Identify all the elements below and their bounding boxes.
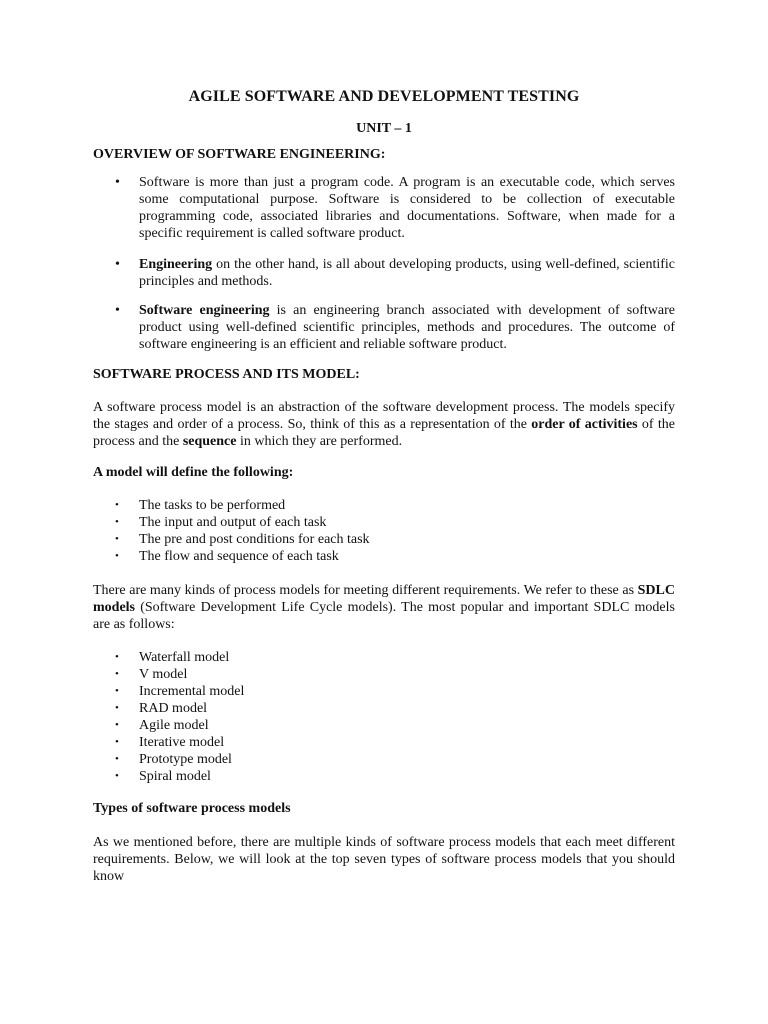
- unit-label: UNIT – 1: [356, 121, 412, 136]
- bullet-icon: •: [115, 736, 119, 748]
- paragraph-text: There are many kinds of process models for meeting different requirements. We refer to these as: [93, 583, 638, 598]
- bold-term: sequence: [182, 434, 237, 449]
- bullet-icon: •: [115, 257, 120, 272]
- list-item-text: Waterfall model: [139, 650, 230, 665]
- bullet-item: [93, 256, 675, 290]
- list-item: [93, 649, 675, 666]
- model-define-heading: A model will define the following:: [93, 465, 294, 480]
- bullet-text-rest: is an engineering branch associated with development of software product using well-defined scientific principles, methods and procedures. The outcome of software engineering is an efficient and reliable software product.: [139, 303, 676, 352]
- bullet-text: [139, 256, 675, 290]
- list-item: [93, 514, 675, 531]
- types-heading: Types of software process models: [93, 801, 291, 816]
- list-item-text: Agile model: [139, 718, 209, 733]
- bold-term: Engineering: [139, 257, 213, 272]
- bullet-icon: •: [115, 516, 119, 528]
- paragraph-text: of the process and the: [93, 417, 675, 449]
- bullet-text: Software is more than just a program code. A program is an executable code, which serves some computational purpose. Software is considered to be collection of executable programming code, associated libraries and documentations. Software, when made for a specific requirement is called software product.: [139, 175, 675, 241]
- bold-term: order of activities: [531, 417, 638, 432]
- section-heading-process: SOFTWARE PROCESS AND ITS MODEL:: [93, 367, 360, 382]
- list-item-text: The flow and sequence of each task: [139, 549, 339, 564]
- bullet-icon: •: [115, 651, 119, 663]
- bullet-icon: •: [115, 753, 119, 765]
- bullet-icon: •: [115, 175, 120, 190]
- list-item: [93, 734, 675, 751]
- list-item: [93, 768, 675, 785]
- list-item-text: The pre and post conditions for each task: [139, 532, 370, 547]
- paragraph-text: in which they are performed.: [236, 434, 403, 449]
- list-item: [93, 717, 675, 734]
- list-item: [93, 700, 675, 717]
- list-item-text: Spiral model: [139, 769, 211, 784]
- list-item-text: The input and output of each task: [139, 515, 327, 530]
- bullet-icon: •: [115, 685, 119, 697]
- bold-term: SDLC models: [93, 583, 675, 615]
- bullet-item: [93, 174, 675, 242]
- bullet-icon: •: [115, 303, 120, 318]
- list-item: [93, 548, 675, 565]
- paragraph-text: (Software Development Life Cycle models). The most popular and important SDLC models are as follows:: [93, 600, 675, 632]
- bullet-icon: •: [115, 499, 119, 511]
- bullet-icon: •: [115, 550, 119, 562]
- sdlc-models-list: [93, 649, 675, 785]
- list-item: [93, 666, 675, 683]
- list-item: [93, 751, 675, 768]
- bullet-item: [93, 302, 675, 353]
- define-list: [93, 497, 675, 565]
- sdlc-paragraph: [93, 582, 675, 633]
- types-paragraph: As we mentioned before, there are multiple kinds of software process models that each meet different requirements. Below, we will look at the top seven types of software process models that you should know: [93, 835, 675, 884]
- bullet-text: [139, 302, 675, 353]
- section-heading-overview: OVERVIEW OF SOFTWARE ENGINEERING:: [93, 147, 386, 162]
- list-item-text: Prototype model: [139, 752, 232, 767]
- list-item-text: RAD model: [139, 701, 208, 716]
- process-paragraph: [93, 399, 675, 450]
- bullet-text-rest: on the other hand, is all about developing products, using well-defined, scientific principles and methods.: [139, 257, 675, 289]
- bullet-icon: •: [115, 719, 119, 731]
- bullet-icon: •: [115, 702, 119, 714]
- list-item: [93, 531, 675, 548]
- list-item-text: Incremental model: [139, 684, 245, 699]
- list-item-text: V model: [139, 667, 188, 682]
- bullet-icon: •: [115, 533, 119, 545]
- bullet-icon: •: [115, 770, 119, 782]
- bold-term: Software engineering: [139, 303, 270, 318]
- list-item-text: Iterative model: [139, 735, 225, 750]
- list-item-text: The tasks to be performed: [139, 498, 286, 513]
- list-item: [93, 683, 675, 700]
- paragraph-text: A software process model is an abstraction of the software development process. The models specify the stages and order of a process. So, think of this as a representation of the: [93, 400, 675, 432]
- document-title: AGILE SOFTWARE AND DEVELOPMENT TESTING: [188, 88, 580, 105]
- list-item: [93, 497, 675, 514]
- bullet-icon: •: [115, 668, 119, 680]
